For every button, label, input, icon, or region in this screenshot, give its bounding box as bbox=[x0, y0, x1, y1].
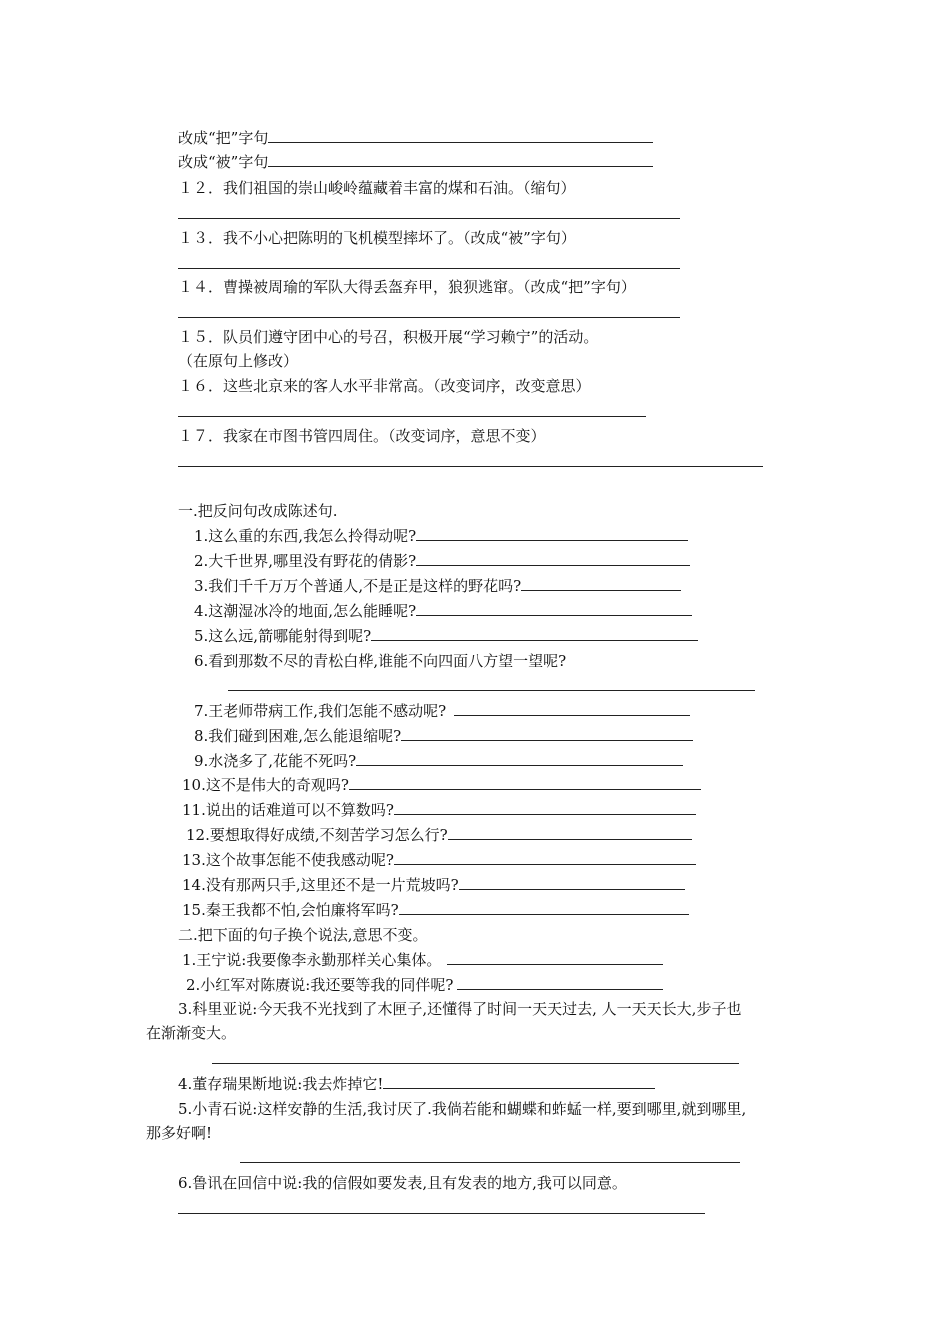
answer-blank[interactable] bbox=[416, 601, 692, 616]
section1-heading: 一.把反问句改成陈述句. bbox=[178, 502, 338, 520]
answer-blank[interactable] bbox=[457, 975, 663, 990]
answer-blank[interactable] bbox=[459, 875, 685, 890]
answer-blank[interactable] bbox=[371, 626, 698, 641]
answer-blank[interactable] bbox=[178, 466, 763, 467]
s1-item-10: 10.这不是伟大的奇观吗? bbox=[182, 775, 701, 795]
question-15-note: （在原句上修改） bbox=[178, 352, 299, 370]
s2-item-2: 2.小红军对陈赓说:我还要等我的同伴呢? bbox=[186, 975, 663, 995]
rewrite-bei-line: 改成“被”字句 bbox=[178, 152, 653, 172]
answer-blank[interactable] bbox=[228, 690, 755, 691]
section2-heading: 二.把下面的句子换个说法,意思不变。 bbox=[178, 926, 428, 944]
answer-blank[interactable] bbox=[394, 850, 696, 865]
s1-item-1: 1.这么重的东西,我怎么拎得动呢? bbox=[194, 526, 688, 546]
s2-item-3: 3.科里亚说:今天我不光找到了木匣子,还懂得了时间一天天过去, 人一天天长大,步子也 bbox=[178, 1000, 742, 1018]
question-16: １６．这些北京来的客人水平非常高。（改变词序，改变意思） bbox=[178, 377, 591, 395]
s1-item-6: 6.看到那数不尽的青松白桦,谁能不向四面八方望一望呢? bbox=[194, 652, 567, 670]
question-14: １４．曹操被周瑜的军队大得丢盔弃甲，狼狈逃窜。（改成“把”字句） bbox=[178, 278, 636, 296]
answer-blank[interactable] bbox=[401, 726, 693, 741]
answer-blank[interactable] bbox=[454, 701, 690, 716]
s1-item-5: 5.这么远,箭哪能射得到呢? bbox=[194, 626, 698, 646]
rewrite-ba-line: 改成“把”字句 bbox=[178, 128, 653, 148]
question-15: １５．队员们遵守团中心的号召，积极开展“学习赖宁”的活动。 bbox=[178, 328, 599, 346]
s1-item-13: 13.这个故事怎能不使我感动呢? bbox=[182, 850, 696, 870]
answer-blank[interactable] bbox=[448, 825, 692, 840]
answer-blank[interactable] bbox=[178, 1213, 705, 1214]
s2-item-1: 1.王宁说:我要像李永勤那样关心集体。 bbox=[182, 950, 663, 970]
s2-item-6: 6.鲁讯在回信中说:我的信假如要发表,且有发表的地方,我可以同意。 bbox=[178, 1174, 627, 1192]
s2-item-5: 5.小青石说:这样安静的生活,我讨厌了.我倘若能和蝴蝶和蚱蜢一样,要到哪里,就到哪里, bbox=[178, 1100, 747, 1118]
s2-item-4: 4.董存瑞果断地说:我去炸掉它! bbox=[178, 1074, 655, 1094]
question-12: １２．我们祖国的崇山峻岭蕴藏着丰富的煤和石油。（缩句） bbox=[178, 179, 576, 197]
s1-item-4: 4.这潮湿冰冷的地面,怎么能睡呢? bbox=[194, 601, 692, 621]
s1-item-7: 7.王老师带病工作,我们怎能不感动呢? bbox=[194, 701, 690, 721]
answer-blank[interactable] bbox=[268, 128, 653, 143]
answer-blank[interactable] bbox=[240, 1162, 740, 1163]
answer-blank[interactable] bbox=[178, 416, 646, 417]
question-17: １７．我家在市图书管四周住。（改变词序，意思不变） bbox=[178, 427, 546, 445]
answer-blank[interactable] bbox=[394, 800, 696, 815]
s1-item-15: 15.秦王我都不怕,会怕廉将军吗? bbox=[182, 900, 689, 920]
s1-item-2: 2.大千世界,哪里没有野花的倩影? bbox=[194, 551, 690, 571]
s1-item-9: 9.水浇多了,花能不死吗? bbox=[194, 751, 683, 771]
answer-blank[interactable] bbox=[521, 576, 681, 591]
answer-blank[interactable] bbox=[416, 551, 690, 566]
s1-item-12: 12.要想取得好成绩,不刻苦学习怎么行? bbox=[186, 825, 692, 845]
s2-item-5-cont: 那多好啊! bbox=[146, 1124, 213, 1142]
answer-blank[interactable] bbox=[416, 526, 688, 541]
s1-item-11: 11.说出的话难道可以不算数吗? bbox=[182, 800, 696, 820]
s2-item-3-cont: 在渐渐变大。 bbox=[146, 1024, 237, 1042]
s1-item-14: 14.没有那两只手,这里还不是一片荒坡吗? bbox=[182, 875, 685, 895]
answer-blank[interactable] bbox=[356, 751, 683, 766]
answer-blank[interactable] bbox=[399, 900, 689, 915]
s1-item-3: 3.我们千千万万个普通人,不是正是这样的野花吗? bbox=[194, 576, 681, 596]
question-13: １３．我不小心把陈明的飞机模型摔坏了。（改成“被”字句） bbox=[178, 229, 576, 247]
answer-blank[interactable] bbox=[383, 1074, 655, 1089]
answer-blank[interactable] bbox=[268, 152, 653, 167]
answer-blank[interactable] bbox=[212, 1063, 739, 1064]
answer-blank[interactable] bbox=[447, 950, 663, 965]
answer-blank[interactable] bbox=[178, 218, 680, 219]
answer-blank[interactable] bbox=[178, 268, 680, 269]
answer-blank[interactable] bbox=[178, 317, 680, 318]
s1-item-8: 8.我们碰到困难,怎么能退缩呢? bbox=[194, 726, 693, 746]
answer-blank[interactable] bbox=[349, 775, 701, 790]
